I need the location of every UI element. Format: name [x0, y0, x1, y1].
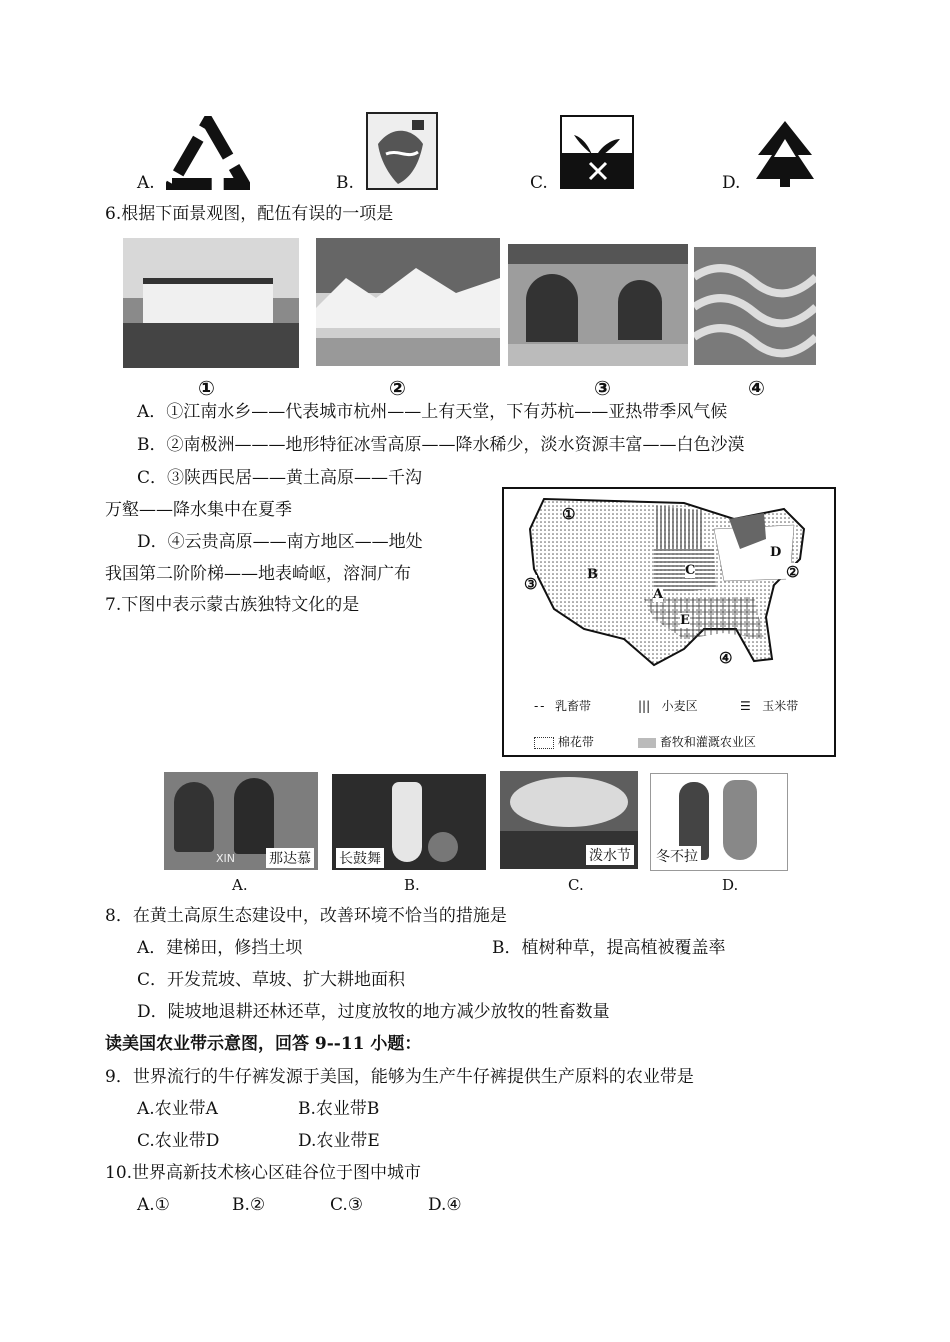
photo-number-3: ③: [594, 376, 611, 400]
q6-option-a: A．①江南水乡——代表城市杭州——上有天堂，下有苏杭——亚热带季风气候: [137, 402, 728, 422]
q10-option-b: B.②: [232, 1195, 266, 1215]
map-letter-b: B: [587, 567, 598, 582]
q7-option-b-label: B.: [404, 876, 420, 894]
photo-dombra: [650, 773, 788, 871]
legend-ranching-label: 畜牧和灌溉农业区: [659, 735, 756, 749]
section-heading: 读美国农业带示意图，回答 9--11 小题：: [105, 1034, 422, 1054]
q7-stem: 7.下图中表示蒙古族独特文化的是: [105, 595, 360, 615]
q10-option-d: D.④: [428, 1195, 462, 1215]
q8-option-b: B．植树种草，提高植被覆盖率: [492, 938, 726, 958]
map-circle-2: ②: [786, 563, 800, 581]
q10-option-c: C.③: [330, 1195, 364, 1215]
photo-cave-dwelling: [508, 244, 688, 366]
legend-corn-label: 玉米带: [762, 699, 799, 713]
q10-stem: 10.世界高新技术核心区硅谷位于图中城市: [105, 1163, 422, 1183]
q9-option-a: A.农业带A: [137, 1099, 218, 1119]
q10-option-a: A.①: [137, 1195, 170, 1215]
legend-dairy: - - 乳畜带: [534, 699, 591, 713]
legend-wheat-label: 小麦区: [661, 699, 698, 713]
map-letter-d: D: [770, 545, 782, 560]
q5-option-c-label: C.: [530, 173, 548, 193]
q6-option-c: C．③陕西民居——黄土高原——千沟: [137, 468, 423, 488]
photo-caption-c: 泼水节: [586, 845, 634, 865]
q6-option-c-cont: 万壑——降水集中在夏季: [105, 500, 292, 520]
q8-stem: 8．在黄土高原生态建设中，改善环境不恰当的措施是: [105, 906, 507, 926]
legend-wheat: ||| 小麦区: [638, 699, 698, 713]
recycle-triangle-icon: [166, 116, 250, 190]
legend-corn: ☰ 玉米带: [740, 699, 799, 713]
q7-option-d-label: D.: [722, 876, 739, 894]
q7-option-c-label: C.: [568, 876, 584, 894]
photo-long-drum-dance: [332, 774, 486, 870]
photo-naadam: [164, 772, 318, 870]
q9-stem: 9．世界流行的牛仔裤发源于美国，能够为生产牛仔裤提供生产原料的农业带是: [105, 1067, 694, 1087]
q8-option-a: A．建梯田，修挡土坝: [137, 938, 303, 958]
q8-option-d: D．陡坡地退耕还林还草，过度放牧的地方减少放牧的牲畜数量: [137, 1002, 610, 1022]
q6-stem: 6.根据下面景观图，配伍有误的一项是: [105, 204, 394, 224]
q5-option-b-label: B.: [336, 173, 354, 193]
legend-dairy-label: 乳畜带: [554, 699, 591, 713]
q6-option-b: B．②南极洲———地形特征冰雪高原——降水稀少，淡水资源丰富——白色沙漠: [137, 435, 745, 455]
photo-watermark: XIN: [216, 852, 236, 865]
q8-option-c: C．开发荒坡、草坡、扩大耕地面积: [137, 970, 406, 990]
photo-number-2: ②: [389, 376, 406, 400]
map-letter-e: E: [680, 613, 690, 628]
q9-option-c: C.农业带D: [137, 1131, 220, 1151]
tree-recycle-icon: [752, 117, 818, 189]
map-letter-c: C: [685, 563, 696, 578]
map-circle-3: ③: [524, 575, 538, 593]
photo-caption-d: 冬不拉: [653, 846, 701, 866]
legend-cotton-label: 棉花带: [557, 735, 594, 749]
photo-water-town: [123, 238, 299, 368]
photo-caption-b: 长鼓舞: [336, 848, 384, 868]
photo-number-1: ①: [198, 376, 215, 400]
map-letter-a: A: [653, 587, 664, 602]
us-agriculture-map: [502, 487, 836, 757]
photo-karst-terrain: [694, 247, 816, 365]
q9-option-b: B.农业带B: [298, 1099, 380, 1119]
q7-option-a-label: A.: [232, 876, 248, 894]
legend-ranching: [638, 733, 756, 750]
us-map-outline: [504, 489, 834, 689]
map-circle-1: ①: [562, 505, 576, 523]
q6-option-d: D．④云贵高原——南方地区——地处: [137, 532, 423, 552]
map-circle-4: ④: [719, 649, 733, 667]
photo-number-4: ④: [748, 376, 765, 400]
q6-option-d-cont: 我国第二阶阶梯——地表崎岖，溶洞广布: [105, 564, 411, 584]
photo-caption-a: 那达慕: [266, 848, 314, 868]
q5-option-a-label: A.: [137, 173, 155, 193]
q9-option-d: D.农业带E: [298, 1131, 380, 1151]
q5-option-d-label: D.: [722, 173, 741, 193]
sprout-icon: [560, 115, 634, 189]
photo-water-splashing: [500, 771, 638, 869]
photo-antarctica: [316, 238, 500, 366]
legend-cotton: [534, 733, 594, 750]
hand-sack-icon: [366, 112, 438, 190]
